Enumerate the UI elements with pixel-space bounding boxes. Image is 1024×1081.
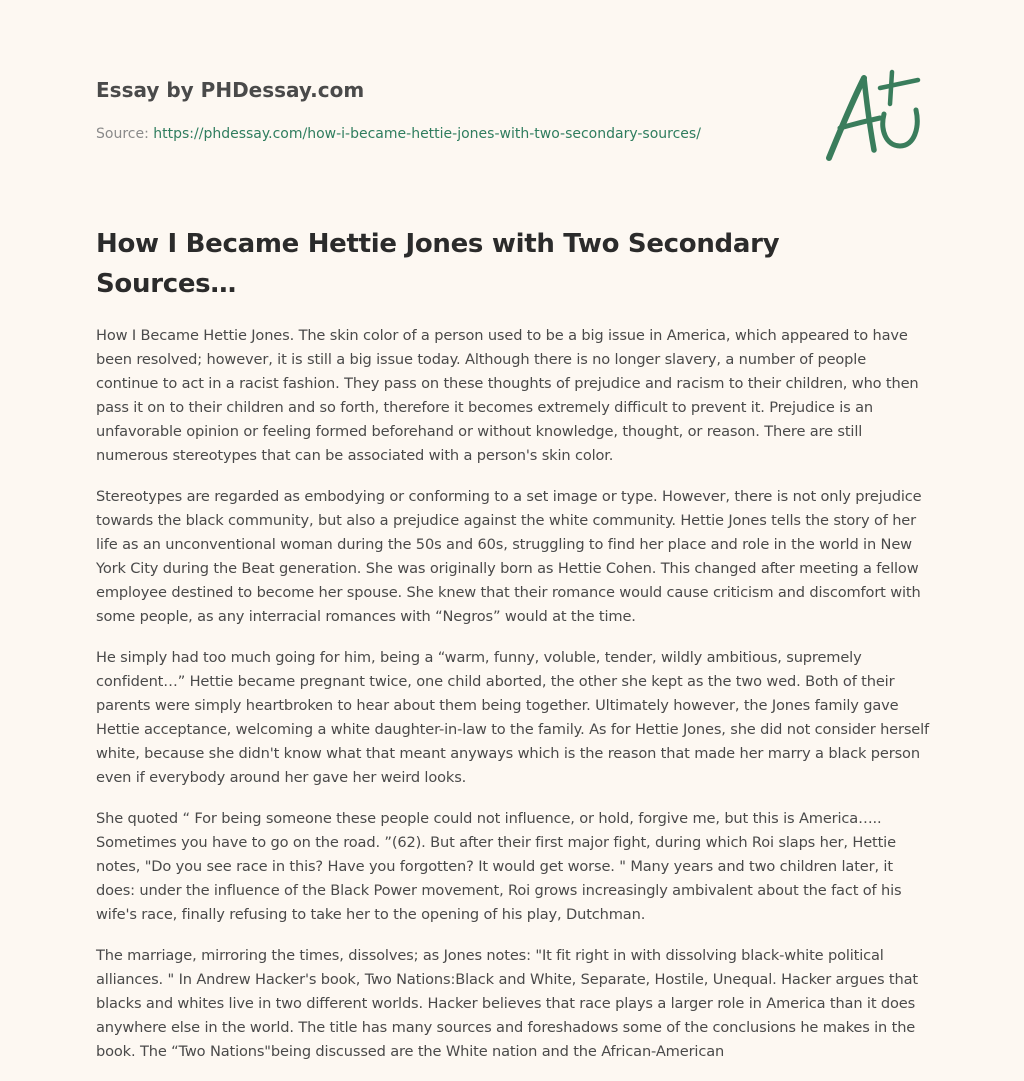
- essay-paragraph: How I Became Hettie Jones. The skin color of a person used to be a big issue in America, which appeared to have been resolved; however, it is still a big issue today. Although there is no longer slavery, a number of people continue to act in a racist fashion. They pass on these thoughts of prejudice and racism to their children, who then pass it on to their children and so forth, therefore it becomes extremely difficult to prevent it. Prejudice is an unfavorable opinion or feeling formed beforehand or without knowledge, thought, or reason. There are still numerous stereotypes that can be associated with a person's skin color.: [96, 327, 919, 464]
- essay-paragraph: Stereotypes are regarded as embodying or conforming to a set image or type. However, there is not only prejudice towards the black community, but also a prejudice against the white community. Hettie Jones tells the story of her life as an unconventional woman during the 50s and 60s, struggling to find her place and role in the world in New York City during the Beat generation. She was originally born as Hettie Cohen. This changed after meeting a fellow employee destined to become her spouse. She knew that their romance would cause criticism and discomfort with some people, as any interracial romances with “Negros” would at the time.: [96, 488, 922, 625]
- source-line: [96, 124, 796, 144]
- essay-body: [96, 324, 932, 1081]
- site-brand: Essay by PHDessay.com: [96, 78, 365, 102]
- essay-paragraph: She quoted “ For being someone these people could not influence, or hold, forgive me, but this is America….. Sometimes you have to go on the road. ”(62). But after their first major fight, during which Roi slaps her, Hettie notes, "Do you see race in this? Have you forgotten? It would get worse. " Many years and two children later, it does: under the influence of the Black Power movement, Roi grows increasingly ambivalent about the fact of his wife's race, finally refusing to take her to the opening of his play, Dutchman.: [96, 810, 902, 923]
- source-label: Source:: [96, 126, 154, 142]
- source-link[interactable]: https://phdessay.com/how-i-became-hettie-jones-with-two-secondary-sources/: [153, 126, 701, 142]
- page-header: [96, 76, 796, 144]
- essay-paragraph: The marriage, mirroring the times, dissolves; as Jones notes: "It fit right in with dissolving black-white political alliances. " In Andrew Hacker's book, Two Nations:Black and White, Separate, Hostile, Unequal. Hacker argues that blacks and whites live in two different worlds. Hacker believes that race plays a larger role in America than it does anywhere else in the world. The title has many sources and foreshadows some of the conclusions he makes in the book. The “Two Nations"being discussed are the White nation and the African-American: [96, 947, 918, 1060]
- essay-paragraph: He simply had too much going for him, being a “warm, funny, voluble, tender, wildly ambitious, supremely confident…” Hettie became pregnant twice, one child aborted, the other she kept as the two wed. Both of their parents were simply heartbroken to hear about them being together. Ultimately however, the Jones family gave Hettie acceptance, welcoming a white daughter-in-law to the family. As for Hettie Jones, she did not consider herself white, because she didn't know what that meant anyways which is the reason that made her marry a black person even if everybody around her gave her weird looks.: [96, 649, 930, 786]
- essay-title: How I Became Hettie Jones with Two Secondary Sources…: [96, 229, 780, 299]
- a-plus-logo-icon: [820, 66, 930, 166]
